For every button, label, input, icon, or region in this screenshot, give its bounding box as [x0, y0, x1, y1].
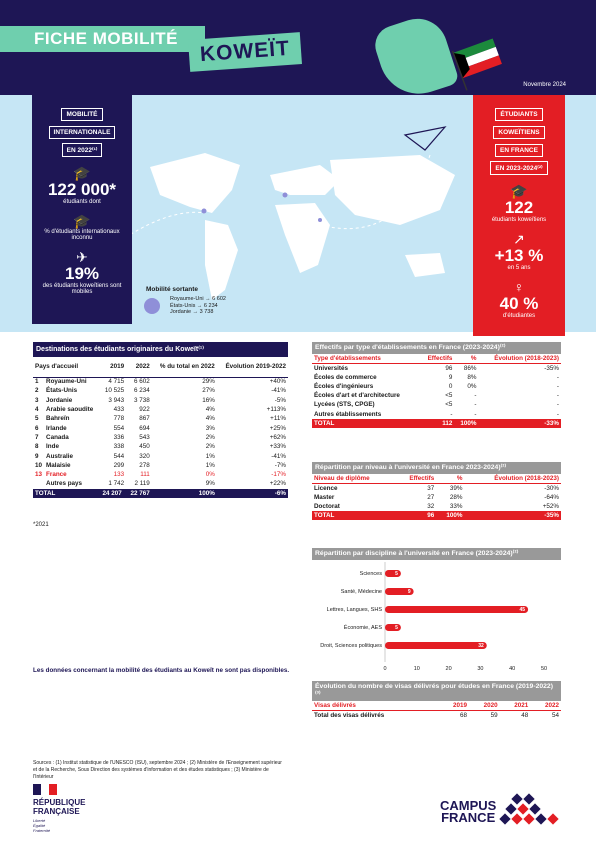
table-cell: 96 — [445, 364, 453, 372]
campus-line1: CAMPUS — [440, 798, 497, 813]
destinations-title: Destinations des étudiants originaires du Koweït⁽¹⁾ — [33, 342, 288, 357]
table-row — [312, 493, 561, 502]
no-data-note: Les données concernant la mobilité des étudiants au Koweït ne sont pas disponibles. — [33, 667, 290, 674]
table-cell: 1 — [35, 378, 39, 386]
table-cell: 27% — [202, 387, 215, 395]
rf-line2: FRANÇAISE — [33, 807, 80, 816]
total-row — [312, 419, 561, 428]
tick-label: 10 — [413, 666, 420, 672]
table-cell: 54 — [551, 711, 559, 719]
table-cell: Master — [314, 493, 335, 501]
table-cell: - — [474, 392, 477, 400]
table-row — [33, 423, 288, 432]
table-row — [312, 364, 561, 373]
table-cell: 3% — [205, 424, 215, 432]
table-cell: -5% — [274, 396, 286, 404]
table-cell: -41% — [271, 452, 286, 460]
kuwait-flag-icon — [440, 38, 510, 88]
table-row — [33, 377, 288, 386]
table-cell: Canada — [46, 433, 69, 441]
data-label: 5 — [395, 625, 398, 631]
sources: Sources : (1) Institut statistique de l'UNESCO (ISU), septembre 2024 ; (2) Ministère de l'Enseignement supérieur et de la Recherche, Sous Direction des systèmes d'information et des études statistiques ; (3) Ministère de l'Intérieur — [33, 760, 282, 780]
category-label: Santé, Médecine — [340, 589, 382, 595]
table-cell: - — [556, 410, 559, 418]
graduation-cap-icon: 🎓 — [510, 183, 528, 199]
table-cell: Autres pays — [46, 480, 83, 488]
level-title: Répartition par niveau à l'université en France 2023-2024)⁽²⁾ — [312, 462, 561, 474]
panel-pill: EN 2023-2024⁽²⁾ — [490, 161, 547, 175]
table-cell: 28% — [449, 493, 463, 501]
tick-label: 30 — [477, 666, 484, 672]
table-cell: Écoles de commerce — [314, 373, 377, 381]
panel-pill: MOBILITÉ — [61, 108, 102, 121]
table-cell: 6 602 — [134, 378, 150, 386]
graduation-cap-icon: 🎓 — [73, 213, 91, 229]
table-cell: 433 — [113, 406, 125, 414]
visas-table — [312, 681, 561, 720]
growth-value: +13 % — [494, 246, 544, 265]
table-cell: TOTAL — [312, 511, 396, 520]
table-cell: 8% — [467, 373, 477, 381]
data-label: 9 — [407, 589, 411, 595]
students-sub: étudiants dont — [63, 199, 101, 205]
establishments-title: Effectifs par type d'établissements en France (2023-2024)⁽²⁾ — [312, 342, 561, 354]
table-cell: 3 738 — [134, 396, 150, 404]
republique-francaise-logo — [33, 784, 85, 833]
table-cell: 9% — [205, 480, 215, 488]
international-mobility-panel — [32, 95, 132, 324]
table-cell: 16% — [202, 396, 215, 404]
table-cell: 2% — [205, 433, 215, 441]
women-pct: 40 % — [499, 294, 539, 313]
mobile-pct-label: des étudiants koweïtiens sont mobiles — [42, 283, 122, 295]
table-row — [33, 479, 288, 488]
table-cell: 922 — [139, 406, 150, 414]
table-cell: États-Unis — [46, 387, 78, 395]
table-cell: 778 — [113, 415, 125, 423]
students-total: 122 000* — [47, 180, 117, 199]
table-cell: Inde — [46, 443, 59, 451]
table-cell: <5 — [445, 392, 453, 400]
rf-motto: Fraternité — [33, 828, 51, 833]
table-cell: 1 742 — [108, 480, 125, 488]
table-cell: +11% — [270, 415, 286, 423]
table-row — [33, 442, 288, 451]
publication-date: Novembre 2024 — [523, 82, 566, 88]
table-row — [33, 470, 288, 479]
women-pct-label: d'étudiantes — [502, 313, 536, 319]
table-cell: 299 — [113, 461, 125, 469]
table-cell: 48 — [521, 711, 529, 719]
table-cell: 554 — [113, 424, 125, 432]
table-cell: 39% — [449, 484, 463, 492]
table-cell: +40% — [269, 378, 286, 386]
paper-plane-icon: ✈ — [76, 249, 88, 265]
tick-label: 50 — [540, 666, 548, 672]
table-cell: Universités — [314, 364, 348, 372]
table-cell: 10 — [35, 461, 43, 469]
data-label: 32 — [478, 643, 484, 649]
column-header: 2022 — [126, 357, 152, 377]
table-cell: 37 — [427, 484, 435, 492]
marianne-flag-icon — [33, 784, 57, 795]
level-table — [312, 462, 561, 520]
table-cell: - — [450, 410, 453, 418]
panel-pill: EN 2022⁽¹⁾ — [62, 143, 103, 157]
outgoing-item: Jordanie → 3 738 — [170, 309, 214, 315]
table-cell: 10 525 — [104, 387, 125, 395]
table-cell: - — [474, 410, 477, 418]
discipline-chart — [312, 560, 561, 672]
table-cell: 100% — [454, 419, 478, 428]
table-row — [33, 386, 288, 395]
category-label: Droit, Sciences politiques — [320, 643, 382, 649]
table-cell: 5 — [35, 415, 39, 423]
students-count-label: étudiants koweïtiens — [491, 217, 547, 223]
table-cell: 100% — [152, 489, 217, 498]
table-row — [312, 382, 561, 391]
rf-motto: Égalité — [33, 823, 46, 828]
table-row — [312, 391, 561, 400]
column-header: Visas délivrés — [312, 701, 438, 711]
category-label: Sciences — [359, 571, 382, 577]
column-header: 2020 — [469, 701, 500, 711]
category-label: Économie, AES — [343, 625, 382, 631]
table-cell: 320 — [139, 452, 150, 460]
country-name: KOWEÏT — [188, 32, 302, 72]
table-cell: Australie — [46, 452, 73, 460]
page-title: FICHE MOBILITÉ — [0, 26, 205, 52]
table-cell: Bahreïn — [46, 415, 70, 423]
table-cell: 29% — [202, 378, 215, 386]
table-cell: +33% — [269, 443, 286, 451]
table-cell: +22% — [269, 480, 286, 488]
table-cell: - — [474, 401, 477, 409]
footnote: *2021 — [33, 522, 49, 528]
bar — [385, 606, 528, 613]
table-cell: Royaume-Uni — [46, 378, 87, 386]
table-cell: 3 — [35, 396, 39, 404]
table-cell: Lycées (STS, CPGE) — [314, 401, 375, 409]
table-cell: 13 — [35, 471, 43, 479]
table-cell: -6% — [217, 489, 288, 498]
table-cell: 694 — [139, 424, 150, 432]
column-header: Évolution 2019-2022 — [217, 357, 288, 377]
column-header: 2021 — [500, 701, 531, 711]
table-cell: - — [556, 392, 559, 400]
panel-pill: ÉTUDIANTS — [495, 108, 542, 121]
table-cell: 0 — [448, 382, 453, 390]
table-cell: 27 — [427, 493, 435, 501]
table-cell: 68 — [459, 711, 467, 719]
panel-pill: KOWEÏTIENS — [493, 126, 544, 139]
table-cell: 336 — [113, 433, 125, 441]
rf-motto: Liberté — [33, 818, 46, 823]
campus-line2: FRANCE — [441, 810, 496, 825]
table-cell: Malaisie — [46, 461, 71, 469]
column-header: % — [436, 474, 464, 484]
table-cell: 543 — [139, 433, 150, 441]
outgoing-mobility-legend — [146, 286, 226, 316]
table-row — [312, 373, 561, 382]
column-header: Pays d'accueil — [33, 357, 101, 377]
table-cell: +113% — [266, 406, 286, 414]
table-row — [312, 502, 561, 511]
table-cell: -17% — [271, 471, 286, 479]
table-cell: Total des visas délivrés — [314, 711, 385, 719]
table-cell: 1% — [205, 461, 215, 469]
table-cell: -35% — [544, 364, 559, 372]
table-cell: -41% — [271, 387, 286, 395]
table-cell: 8 — [35, 443, 39, 451]
table-cell: +25% — [269, 424, 286, 432]
table-cell: 4 — [35, 406, 39, 414]
table-cell: 2 119 — [134, 480, 150, 488]
column-header: % — [454, 354, 478, 364]
table-cell: 2% — [205, 443, 215, 451]
table-cell: Jordanie — [46, 396, 73, 404]
mobile-pct: 19% — [64, 264, 100, 283]
panel-pill: EN FRANCE — [495, 144, 543, 157]
table-cell: 0% — [205, 471, 215, 479]
female-icon: ♀ — [513, 279, 525, 295]
table-cell: 9 — [448, 373, 453, 381]
table-cell: 4 715 — [108, 378, 125, 386]
table-cell: - — [556, 401, 559, 409]
total-row — [33, 489, 288, 498]
table-cell: +62% — [269, 433, 286, 441]
column-header: % du total en 2022 — [152, 357, 217, 377]
table-cell: -7% — [274, 461, 286, 469]
table-cell: 100% — [436, 511, 464, 520]
table-cell: <5 — [445, 401, 453, 409]
column-header: Type d'établissements — [312, 354, 420, 364]
table-cell: 7 — [35, 433, 39, 441]
column-header: Effectifs — [420, 354, 455, 364]
table-cell: TOTAL — [312, 419, 420, 428]
table-cell: 6 — [35, 424, 39, 432]
table-cell: - — [556, 373, 559, 381]
table-cell: France — [46, 471, 67, 479]
column-header: 2019 — [101, 357, 127, 377]
discipline-title: Répartition par discipline à l'université en France (2023-2024)⁽²⁾ — [312, 548, 561, 560]
table-cell: Doctorat — [314, 502, 340, 510]
table-row — [312, 484, 561, 493]
table-cell: Licence — [314, 484, 338, 492]
growth-label: en 5 ans — [507, 265, 531, 271]
outgoing-title: Mobilité sortante — [146, 286, 199, 293]
table-row — [33, 451, 288, 460]
table-row — [312, 711, 561, 720]
table-cell: 33% — [449, 502, 463, 510]
outgoing-item: États-Unis → 6 234 — [170, 302, 218, 309]
table-cell: 6 234 — [134, 387, 150, 395]
table-cell: 450 — [139, 443, 150, 451]
table-cell: 9 — [35, 452, 39, 460]
table-cell: Écoles d'art et d'architecture — [314, 392, 400, 400]
table-cell: Écoles d'ingénieurs — [314, 382, 374, 390]
column-header: Évolution (2018-2023) — [479, 354, 561, 364]
table-cell: 278 — [139, 461, 150, 469]
visas-title: Évolution du nombre de visas délivrés pour études en France (2019-2022)⁽³⁾ — [312, 681, 561, 701]
column-header: Niveau de diplôme — [312, 474, 396, 484]
rf-line1: RÉPUBLIQUE — [33, 798, 86, 807]
table-cell: Autres établissements — [314, 410, 382, 418]
table-row — [33, 396, 288, 405]
table-cell: 3 943 — [108, 396, 125, 404]
table-cell: 22 767 — [126, 489, 152, 498]
table-cell: 59 — [490, 711, 498, 719]
table-cell — [33, 479, 44, 488]
table-row — [33, 461, 288, 470]
discipline-chart-header — [312, 548, 561, 560]
students-count: 122 — [504, 198, 534, 217]
table-cell: 24 207 — [101, 489, 127, 498]
table-cell: Irlande — [46, 424, 67, 432]
table-row — [33, 433, 288, 442]
total-row — [312, 511, 561, 520]
table-cell: -33% — [479, 419, 561, 428]
table-cell: -64% — [544, 493, 559, 501]
bar — [385, 642, 487, 649]
destinations-table — [33, 342, 288, 498]
column-header: Évolution (2018-2023) — [464, 474, 561, 484]
bar — [385, 624, 401, 631]
table-cell: 133 — [113, 471, 125, 479]
table-cell: 544 — [113, 452, 125, 460]
table-cell: 112 — [420, 419, 455, 428]
table-cell: 86% — [463, 364, 477, 372]
tick-label: 0 — [383, 666, 387, 672]
unknown-pct-label: % d'étudiants internationaux inconnu — [44, 229, 120, 241]
campus-france-diamonds-icon — [493, 793, 569, 829]
students-in-france-panel — [473, 95, 565, 336]
column-header: Effectifs — [396, 474, 436, 484]
table-cell: 96 — [396, 511, 436, 520]
table-cell: - — [556, 382, 559, 390]
table-cell: 4% — [205, 406, 215, 414]
graduation-cap-icon: 🎓 — [73, 165, 91, 181]
category-label: Lettres, Langues, SHS — [326, 607, 382, 613]
table-row — [33, 414, 288, 423]
column-header: 2019 — [438, 701, 469, 711]
campus-france-logo — [440, 800, 496, 824]
table-cell: Arabie saoudite — [46, 406, 94, 414]
data-label: 45 — [519, 607, 526, 613]
table-cell: -35% — [464, 511, 561, 520]
table-row — [33, 405, 288, 414]
table-cell: TOTAL — [33, 489, 101, 498]
legend-dot — [144, 298, 160, 314]
data-label: 5 — [395, 571, 398, 577]
establishments-table — [312, 342, 561, 428]
outgoing-item: Royaume-Uni → 6 602 — [170, 296, 226, 302]
table-cell: +52% — [542, 502, 559, 510]
tick-label: 20 — [445, 666, 452, 672]
table-cell: 2 — [35, 387, 39, 395]
table-cell: 338 — [113, 443, 125, 451]
table-cell: 32 — [427, 502, 435, 510]
bar — [385, 570, 401, 577]
tick-label: 40 — [509, 666, 516, 672]
table-cell: 1% — [205, 452, 215, 460]
table-cell: 867 — [139, 415, 150, 423]
table-cell: 4% — [205, 415, 215, 423]
table-cell: 0% — [467, 382, 477, 390]
table-row — [312, 400, 561, 409]
table-cell: -30% — [544, 484, 559, 492]
column-header: 2022 — [530, 701, 561, 711]
panel-pill: INTERNATIONALE — [49, 126, 116, 139]
table-row — [312, 409, 561, 418]
trend-up-icon: ↗ — [513, 231, 525, 247]
table-cell: 111 — [140, 471, 150, 479]
